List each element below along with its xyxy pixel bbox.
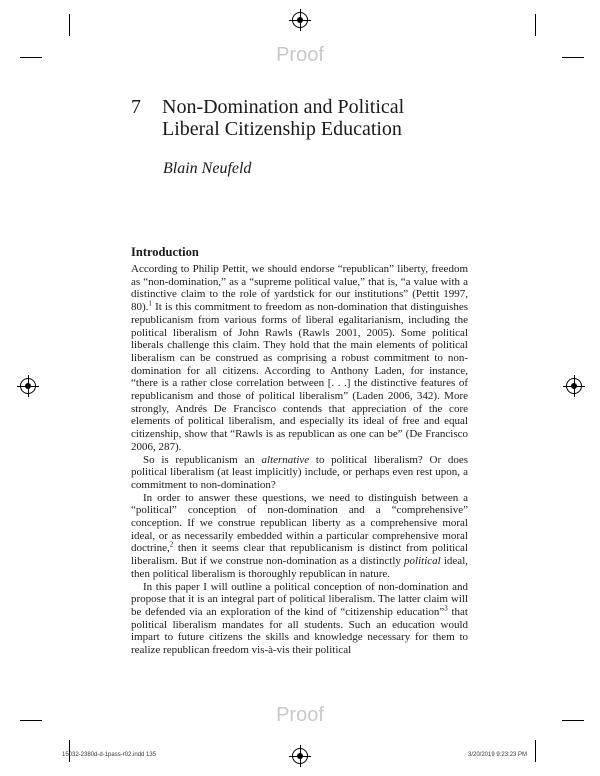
text-run: then it seems clear that republicanism is distinct from political liberalism. But if we construe non-domination as a distinctly: [131, 542, 468, 568]
chapter-author: Blain Neufeld: [163, 160, 252, 177]
registration-mark-icon: [292, 12, 308, 28]
crop-mark: [69, 740, 70, 762]
footnote-marker[interactable]: 1: [148, 299, 152, 308]
text-run: In order to answer these questions, we need to distinguish between a “political” conception of non-domination and a “comprehensive” conception. If we construe republican liberty as a comprehensive moral ideal, or as necessarily embedded within a particular comprehensive moral doctrine,: [131, 491, 468, 555]
footer-slug-right: 3/20/2019 9:23:23 PM: [468, 752, 528, 758]
footnote-marker[interactable]: 3: [444, 604, 448, 613]
text-run: ideal, then political liberalism is thoroughly republican in nature.: [131, 555, 468, 580]
footer-slug-left: 15032-2380d-d-1pass-r02.indd 135: [62, 752, 157, 758]
section-heading: Introduction: [131, 245, 199, 259]
text-run: According to Philip Pettit, we should endorse “republican” liberty, freedom as “non-domination,” as a “supreme political value,” that is, “a value with a distinctive claim to the role of yardstick for our institutions” (Pettit 1997, 80).: [131, 263, 468, 314]
body-paragraph: [131, 454, 468, 492]
text-run: political: [404, 555, 441, 568]
crop-mark: [535, 740, 536, 762]
body-paragraph: [131, 581, 468, 657]
footnote-marker[interactable]: 2: [169, 540, 174, 549]
registration-mark-icon: [566, 378, 582, 394]
text-run: So is republicanism an: [143, 453, 262, 466]
chapter-title-line-2: Liberal Citizenship Education: [162, 118, 402, 140]
text-run: that political liberalism mandates for all students. Such an education would impart to future citizens the skills and knowledge necessary for them to realize republican freedom vis-à-vis their political: [131, 605, 468, 657]
registration-mark-icon: [20, 378, 36, 394]
text-run: to political liberalism? Or does political liberalism (at least implicitly) include, or perhaps even rest upon, a commitment to non-domination?: [131, 453, 468, 491]
crop-mark: [535, 14, 536, 36]
proof-watermark-bottom: Proof: [276, 704, 324, 726]
chapter-number: 7: [131, 96, 141, 118]
crop-mark: [69, 14, 70, 36]
chapter-title-line-1: Non-Domination and Political: [162, 96, 405, 118]
body-paragraph: [131, 492, 468, 581]
proof-watermark-top: Proof: [276, 44, 324, 66]
text-run: In this paper I will outline a political conception of non-domination and propose that it is an integral part of political liberalism. The latter claim will be defended via an exploration of the kind of “citizenship education”: [131, 580, 468, 618]
chapter-heading: [131, 96, 551, 140]
text-run: alternative: [261, 453, 310, 466]
text-run: It is this commitment to freedom as non-domination that distinguishes republicanism from various forms of liberal egalitarianism, including the political liberalism of John Rawls (Rawls 2001, 2005). Some political liberals challenge this claim. They hold that the main elements of political liberalism can be construed as comprising a robust commitment to non-domination for all citizens. According to Anthony Laden, for instance, “there is a rather close correlation between [. . .] the distinctive features of republicanism and those of political liberalism” (Laden 2006, 342). More strongly, Andrés De Francisco contends that appreciation of the core elements of political liberalism, and especially its ideal of free and equal citizenship, show that “Rawls is as republican as one can be” (De Francisco 2006, 287).: [131, 301, 468, 453]
body-text: [131, 263, 468, 657]
body-paragraph: [131, 263, 468, 454]
registration-mark-icon: [292, 748, 308, 764]
